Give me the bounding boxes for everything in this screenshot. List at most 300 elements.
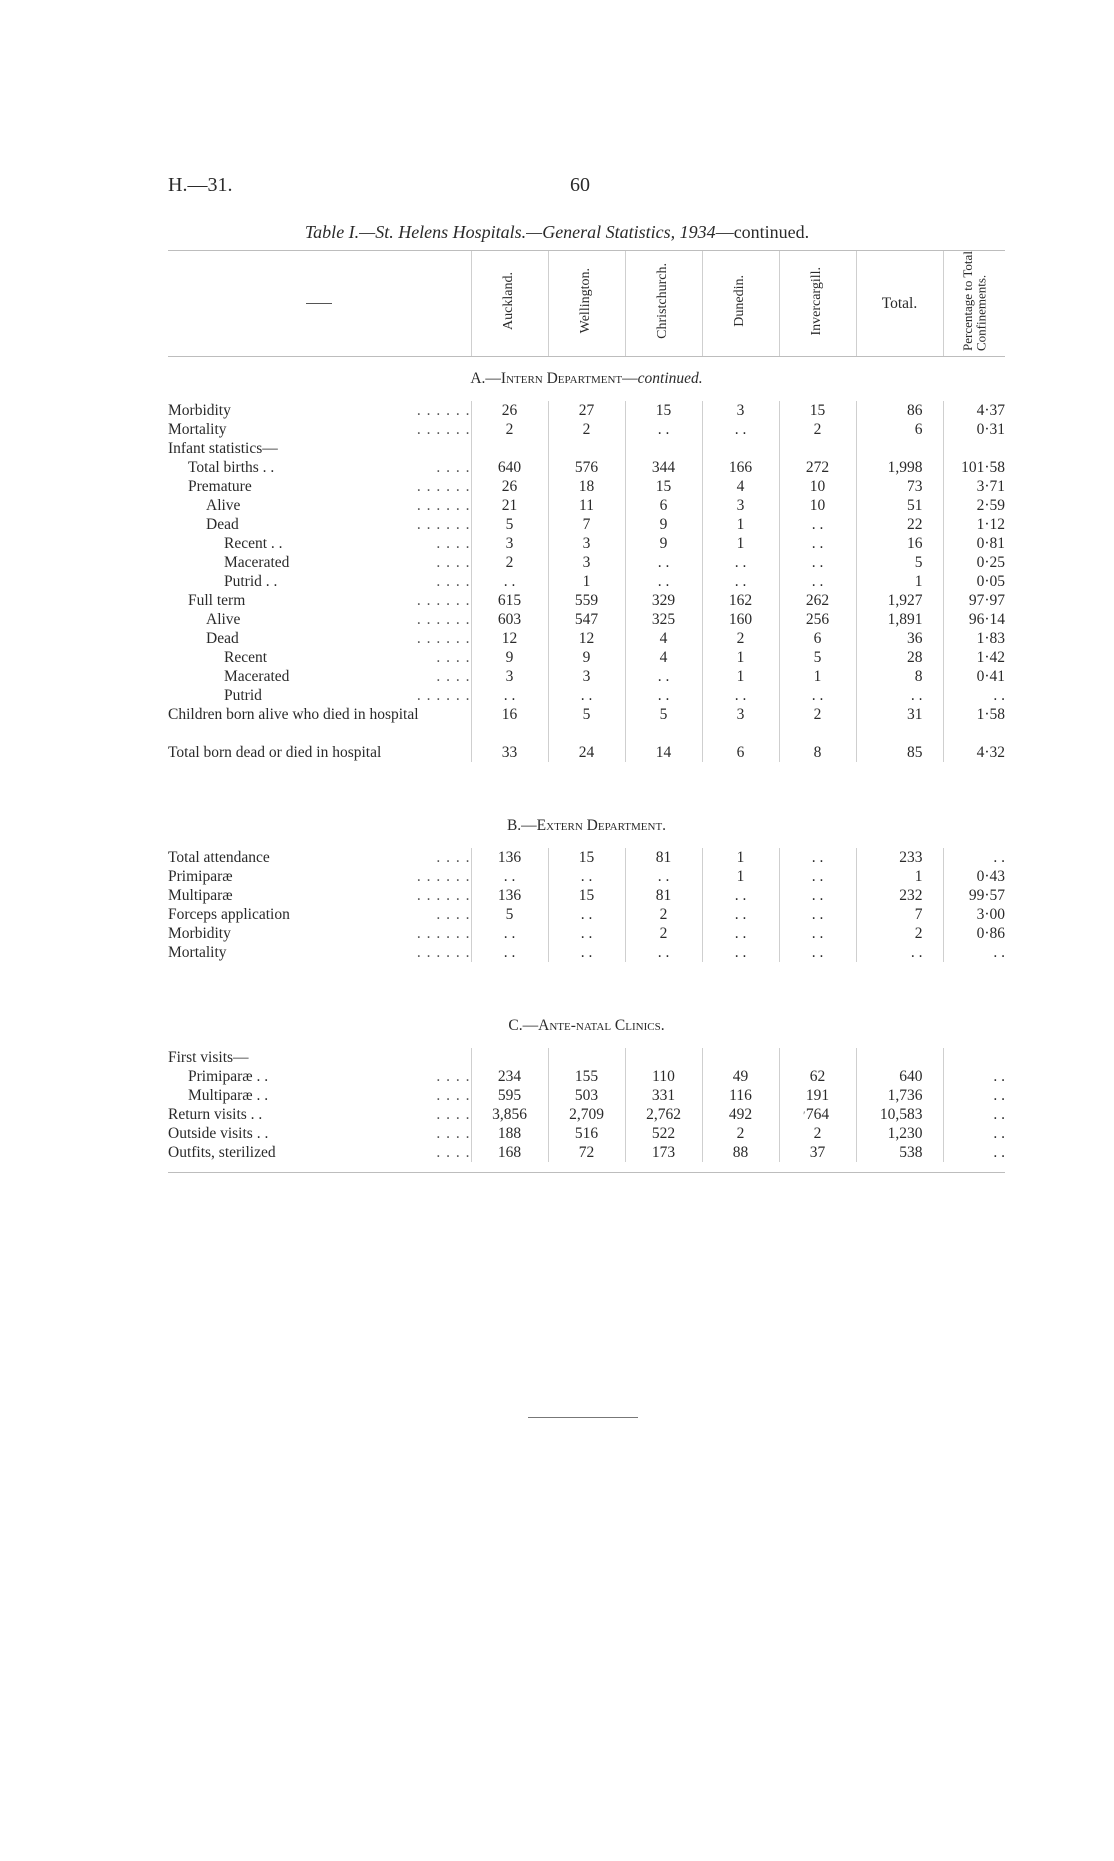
section-a-heading-cell: [168, 357, 1005, 402]
table-row: [168, 515, 1005, 534]
value-auckland: 5: [471, 515, 548, 534]
value-percentage: 0·25: [943, 553, 1005, 572]
row-label: Putrid . .: [224, 573, 278, 590]
value-invercargill: 2: [779, 420, 856, 439]
value-wellington: 15: [548, 886, 625, 905]
row-label: Outfits, sterilized: [168, 1144, 276, 1161]
row-leader-dots: . . . .: [436, 1144, 471, 1161]
value-christchurch: 522: [625, 1124, 702, 1143]
value-dunedin: 2: [702, 629, 779, 648]
column-header-row: [168, 251, 1005, 357]
value-percentage: . .: [943, 1124, 1005, 1143]
value-auckland: 16: [471, 705, 548, 743]
value-dunedin: 88: [702, 1143, 779, 1162]
row-label-cell: [168, 1086, 471, 1105]
section-b-heading-title: B.—Extern Department.: [506, 817, 667, 834]
value-total: 73: [856, 477, 943, 496]
row-label-cell: [168, 439, 471, 458]
value-auckland: 33: [471, 743, 548, 762]
section-c-heading-cell: [168, 1004, 1005, 1048]
value-dunedin: 3: [702, 705, 779, 743]
value-auckland: 188: [471, 1124, 548, 1143]
row-label: Dead: [206, 630, 239, 647]
value-auckland: 3: [471, 534, 548, 553]
value-invercargill: 262: [779, 591, 856, 610]
value-christchurch: . .: [625, 553, 702, 572]
value-invercargill: . .: [779, 867, 856, 886]
value-auckland: 2: [471, 553, 548, 572]
value-wellington: . .: [548, 686, 625, 705]
row-leader-dots: . . . . . .: [416, 611, 471, 628]
value-total: 1,230: [856, 1124, 943, 1143]
value-wellington: . .: [548, 924, 625, 943]
value-total: 7: [856, 905, 943, 924]
header-christchurch: Christchurch.: [625, 251, 702, 357]
row-label: Return visits . .: [168, 1106, 263, 1123]
value-auckland: 3,856: [471, 1105, 548, 1124]
value-auckland: 603: [471, 610, 548, 629]
value-wellington: 15: [548, 848, 625, 867]
value-dunedin: 6: [702, 743, 779, 762]
caption-dash: —: [359, 222, 376, 242]
row-label: Multiparæ . .: [188, 1087, 269, 1104]
value-percentage: 4·32: [943, 743, 1005, 762]
value-dunedin: 49: [702, 1067, 779, 1086]
table-row: [168, 439, 1005, 458]
value-christchurch: 9: [625, 534, 702, 553]
value-percentage: . .: [943, 1105, 1005, 1124]
value-christchurch: 5: [625, 705, 702, 743]
value-total: 6: [856, 420, 943, 439]
value-invercargill: [779, 1048, 856, 1067]
value-wellington: 2,709: [548, 1105, 625, 1124]
value-wellington: 27: [548, 401, 625, 420]
table-caption: [0, 222, 1114, 243]
value-wellington: . .: [548, 867, 625, 886]
table-row: [168, 943, 1005, 962]
value-invercargill: . .: [779, 534, 856, 553]
value-percentage: 0·81: [943, 534, 1005, 553]
value-wellington: 576: [548, 458, 625, 477]
value-christchurch: [625, 439, 702, 458]
row-label-cell: [168, 420, 471, 439]
header-percentage: Percentage to Total Confinements.: [943, 251, 1005, 357]
table-row: [168, 1067, 1005, 1086]
caption-suffix: —continued.: [715, 222, 810, 242]
row-label-cell: [168, 867, 471, 886]
row-label: Recent: [224, 649, 268, 666]
value-wellington: 12: [548, 629, 625, 648]
stray-mark: ′: [803, 1108, 806, 1122]
row-leader-dots: . . . . . .: [416, 497, 471, 514]
value-wellington: . .: [548, 905, 625, 924]
value-invercargill: . .: [779, 686, 856, 705]
value-christchurch: 2: [625, 924, 702, 943]
value-total: 85: [856, 743, 943, 762]
row-label-cell: [168, 648, 471, 667]
row-label: Total born dead or died in hospital: [168, 744, 382, 761]
row-label: Morbidity: [168, 925, 231, 942]
value-dunedin: 3: [702, 401, 779, 420]
table-row: [168, 572, 1005, 591]
spacer-cell: [168, 962, 1005, 1004]
value-invercargill: . .: [779, 515, 856, 534]
value-percentage: . .: [943, 686, 1005, 705]
row-label: Children born alive who died in hospital: [168, 706, 419, 723]
row-leader-dots: . . . .: [436, 554, 471, 571]
value-total: 1,736: [856, 1086, 943, 1105]
row-leader-dots: . . . . . .: [416, 687, 471, 704]
value-dunedin: 116: [702, 1086, 779, 1105]
row-label-cell: [168, 553, 471, 572]
value-wellington: 3: [548, 553, 625, 572]
value-percentage: 97·97: [943, 591, 1005, 610]
row-leader-dots: . . . . . .: [416, 887, 471, 904]
row-leader-dots: . . . . . .: [416, 868, 471, 885]
value-dunedin: 2: [702, 1124, 779, 1143]
row-label: Mortality: [168, 944, 227, 961]
value-invercargill: 15: [779, 401, 856, 420]
value-auckland: . .: [471, 686, 548, 705]
row-label: Alive: [206, 611, 241, 628]
value-christchurch: 331: [625, 1086, 702, 1105]
row-leader-dots: . . . .: [436, 459, 471, 476]
value-percentage: 0·41: [943, 667, 1005, 686]
value-percentage: 4·37: [943, 401, 1005, 420]
table-row: [168, 1143, 1005, 1162]
row-label: Primiparæ . .: [188, 1068, 269, 1085]
row-leader-dots: . . . . . .: [416, 925, 471, 942]
value-percentage: 3·00: [943, 905, 1005, 924]
table-row: [168, 1086, 1005, 1105]
row-label-cell: [168, 629, 471, 648]
spacer-row: [168, 962, 1005, 1004]
value-dunedin: 1: [702, 534, 779, 553]
value-invercargill: . .: [779, 886, 856, 905]
row-label-cell: [168, 572, 471, 591]
row-label: Full term: [188, 592, 246, 609]
value-christchurch: [625, 1048, 702, 1067]
row-label-cell: [168, 401, 471, 420]
row-label: Mortality: [168, 421, 227, 438]
value-invercargill: 2: [779, 705, 856, 743]
table-row: [168, 886, 1005, 905]
row-leader-dots: . . . . . .: [416, 421, 471, 438]
value-auckland: 2: [471, 420, 548, 439]
value-dunedin: 3: [702, 496, 779, 515]
value-percentage: . .: [943, 1067, 1005, 1086]
row-label-cell: [168, 458, 471, 477]
header-blank: [168, 251, 471, 357]
table-row: [168, 1105, 1005, 1124]
row-label-cell: [168, 610, 471, 629]
value-invercargill: 191: [779, 1086, 856, 1105]
header-total: Total.: [856, 251, 943, 357]
caption-title: St. Helens Hospitals.—General Statistics, 1934: [375, 222, 716, 242]
value-christchurch: . .: [625, 943, 702, 962]
value-total: 5: [856, 553, 943, 572]
table-row: [168, 848, 1005, 867]
value-auckland: 640: [471, 458, 548, 477]
value-percentage: 1·42: [943, 648, 1005, 667]
value-invercargill: 10: [779, 496, 856, 515]
table-row: [168, 924, 1005, 943]
section-a-heading-continued: continued.: [637, 370, 703, 387]
row-label-cell: [168, 686, 471, 705]
table-row: [168, 401, 1005, 420]
value-wellington: 72: [548, 1143, 625, 1162]
value-auckland: [471, 1048, 548, 1067]
value-total: 28: [856, 648, 943, 667]
value-percentage: 2·59: [943, 496, 1005, 515]
value-christchurch: 2,762: [625, 1105, 702, 1124]
value-christchurch: 81: [625, 886, 702, 905]
value-christchurch: 81: [625, 848, 702, 867]
row-leader-dots: . . . .: [436, 906, 471, 923]
value-invercargill: 272: [779, 458, 856, 477]
row-label: Total births . .: [188, 459, 275, 476]
value-christchurch: 15: [625, 401, 702, 420]
value-dunedin: . .: [702, 905, 779, 924]
value-auckland: 168: [471, 1143, 548, 1162]
value-christchurch: 329: [625, 591, 702, 610]
value-total: 1: [856, 572, 943, 591]
value-invercargill: . .: [779, 572, 856, 591]
value-christchurch: 4: [625, 648, 702, 667]
value-invercargill: . .: [779, 553, 856, 572]
value-wellington: 3: [548, 534, 625, 553]
value-dunedin: 160: [702, 610, 779, 629]
value-dunedin: . .: [702, 924, 779, 943]
value-dunedin: [702, 1048, 779, 1067]
value-auckland: 595: [471, 1086, 548, 1105]
row-label: Total attendance: [168, 849, 270, 866]
row-label: Infant statistics—: [168, 440, 278, 457]
value-total: 16: [856, 534, 943, 553]
table-row: [168, 743, 1005, 762]
header-dash: [306, 303, 332, 304]
value-wellington: 155: [548, 1067, 625, 1086]
value-christchurch: 325: [625, 610, 702, 629]
value-wellington: 559: [548, 591, 625, 610]
value-dunedin: . .: [702, 553, 779, 572]
row-label-cell: [168, 477, 471, 496]
value-auckland: 26: [471, 401, 548, 420]
value-total: 640: [856, 1067, 943, 1086]
table-row: [168, 553, 1005, 572]
spacer-row: [168, 762, 1005, 804]
value-invercargill: . .: [779, 924, 856, 943]
value-christchurch: 2: [625, 905, 702, 924]
value-wellington: 11: [548, 496, 625, 515]
row-label: Multiparæ: [168, 887, 233, 904]
row-leader-dots: . . . . . .: [416, 944, 471, 961]
value-invercargill: . .: [779, 943, 856, 962]
row-label: Recent . .: [224, 535, 283, 552]
row-label: Putrid: [224, 687, 262, 704]
row-leader-dots: . . . . . .: [416, 402, 471, 419]
value-total: [856, 1048, 943, 1067]
header-invercargill: Invercargill.: [779, 251, 856, 357]
value-invercargill: [779, 439, 856, 458]
value-total: 31: [856, 705, 943, 743]
row-leader-dots: . . . . . .: [416, 516, 471, 533]
value-dunedin: . .: [702, 886, 779, 905]
value-christchurch: 15: [625, 477, 702, 496]
table-row: [168, 1048, 1005, 1067]
value-auckland: . .: [471, 572, 548, 591]
row-label-cell: [168, 886, 471, 905]
row-label: Forceps application: [168, 906, 290, 923]
value-invercargill: . .: [779, 848, 856, 867]
value-christchurch: . .: [625, 667, 702, 686]
table-row: [168, 610, 1005, 629]
value-dunedin: . .: [702, 943, 779, 962]
row-label-cell: [168, 591, 471, 610]
value-total: 1,927: [856, 591, 943, 610]
value-percentage: 0·43: [943, 867, 1005, 886]
row-leader-dots: . . . .: [436, 573, 471, 590]
section-c-heading-title: C.—Ante-natal Clinics.: [508, 1017, 665, 1034]
value-percentage: 0·31: [943, 420, 1005, 439]
value-christchurch: 14: [625, 743, 702, 762]
value-percentage: [943, 439, 1005, 458]
table-row: [168, 534, 1005, 553]
value-total: 538: [856, 1143, 943, 1162]
value-invercargill: 2: [779, 1124, 856, 1143]
row-label-cell: [168, 667, 471, 686]
value-invercargill: 37: [779, 1143, 856, 1162]
value-auckland: 234: [471, 1067, 548, 1086]
value-wellington: 1: [548, 572, 625, 591]
value-percentage: [943, 1048, 1005, 1067]
value-wellington: 503: [548, 1086, 625, 1105]
row-label: Outside visits . .: [168, 1125, 269, 1142]
value-percentage: 99·57: [943, 886, 1005, 905]
row-label-cell: [168, 1143, 471, 1162]
value-percentage: 96·14: [943, 610, 1005, 629]
value-percentage: 1·12: [943, 515, 1005, 534]
table-row: [168, 629, 1005, 648]
value-percentage: 3·71: [943, 477, 1005, 496]
statistics-table: [168, 250, 1005, 1173]
value-christchurch: 344: [625, 458, 702, 477]
value-percentage: . .: [943, 1143, 1005, 1162]
row-label-cell: [168, 1067, 471, 1086]
row-leader-dots: . . . .: [436, 668, 471, 685]
value-auckland: 26: [471, 477, 548, 496]
table-row: [168, 477, 1005, 496]
row-label-cell: [168, 1048, 471, 1067]
value-wellington: . .: [548, 943, 625, 962]
value-wellington: 7: [548, 515, 625, 534]
row-label: Alive: [206, 497, 241, 514]
value-auckland: 5: [471, 905, 548, 924]
section-b-heading: [168, 804, 1005, 848]
value-auckland: [471, 439, 548, 458]
row-label-cell: [168, 905, 471, 924]
value-dunedin: 1: [702, 667, 779, 686]
value-wellington: [548, 1048, 625, 1067]
value-total: 232: [856, 886, 943, 905]
value-auckland: 615: [471, 591, 548, 610]
table-row: [168, 458, 1005, 477]
value-total: 1,891: [856, 610, 943, 629]
value-dunedin: 1: [702, 848, 779, 867]
value-invercargill: 6: [779, 629, 856, 648]
row-leader-dots: . . . . . .: [416, 592, 471, 609]
value-wellington: 547: [548, 610, 625, 629]
row-leader-dots: . . . .: [436, 1106, 471, 1123]
value-wellington: 2: [548, 420, 625, 439]
value-dunedin: 162: [702, 591, 779, 610]
row-label-cell: [168, 924, 471, 943]
row-label-cell: [168, 848, 471, 867]
value-total: 233: [856, 848, 943, 867]
value-wellington: 18: [548, 477, 625, 496]
value-invercargill: 10: [779, 477, 856, 496]
row-label: Macerated: [224, 554, 290, 571]
value-christchurch: . .: [625, 572, 702, 591]
value-wellington: 5: [548, 705, 625, 743]
row-label: Primiparæ: [168, 868, 233, 885]
value-total: 36: [856, 629, 943, 648]
value-percentage: 1·58: [943, 705, 1005, 743]
row-label-cell: [168, 534, 471, 553]
value-total: 1: [856, 867, 943, 886]
header-wellington: Wellington.: [548, 251, 625, 357]
spacer-cell: [168, 762, 1005, 804]
row-label: Macerated: [224, 668, 290, 685]
row-label: Premature: [188, 478, 252, 495]
row-label-cell: [168, 1124, 471, 1143]
value-percentage: 1·83: [943, 629, 1005, 648]
value-dunedin: 4: [702, 477, 779, 496]
row-label-cell: [168, 515, 471, 534]
value-wellington: 9: [548, 648, 625, 667]
row-leader-dots: . . . . . .: [416, 630, 471, 647]
value-total: 86: [856, 401, 943, 420]
table-row: [168, 867, 1005, 886]
value-christchurch: 6: [625, 496, 702, 515]
value-invercargill: . .: [779, 905, 856, 924]
row-label-cell: [168, 943, 471, 962]
value-invercargill: 1: [779, 667, 856, 686]
value-auckland: 136: [471, 848, 548, 867]
section-c-heading: [168, 1004, 1005, 1048]
value-dunedin: 1: [702, 867, 779, 886]
value-wellington: 3: [548, 667, 625, 686]
value-total: 8: [856, 667, 943, 686]
row-label-cell: [168, 705, 471, 743]
header-dunedin: Dunedin.: [702, 251, 779, 357]
page-number: 60: [570, 174, 590, 196]
value-total: [856, 439, 943, 458]
table-row: [168, 905, 1005, 924]
caption-table-id: Table I.: [304, 222, 360, 242]
value-christchurch: 9: [625, 515, 702, 534]
table-row: [168, 591, 1005, 610]
value-invercargill: 764: [779, 1105, 856, 1124]
table-row: [168, 1124, 1005, 1143]
header-auckland: Auckland.: [471, 251, 548, 357]
value-christchurch: 110: [625, 1067, 702, 1086]
value-wellington: [548, 439, 625, 458]
row-leader-dots: . . . .: [436, 1068, 471, 1085]
value-dunedin: . .: [702, 686, 779, 705]
table-row: [168, 667, 1005, 686]
row-label: Dead: [206, 516, 239, 533]
